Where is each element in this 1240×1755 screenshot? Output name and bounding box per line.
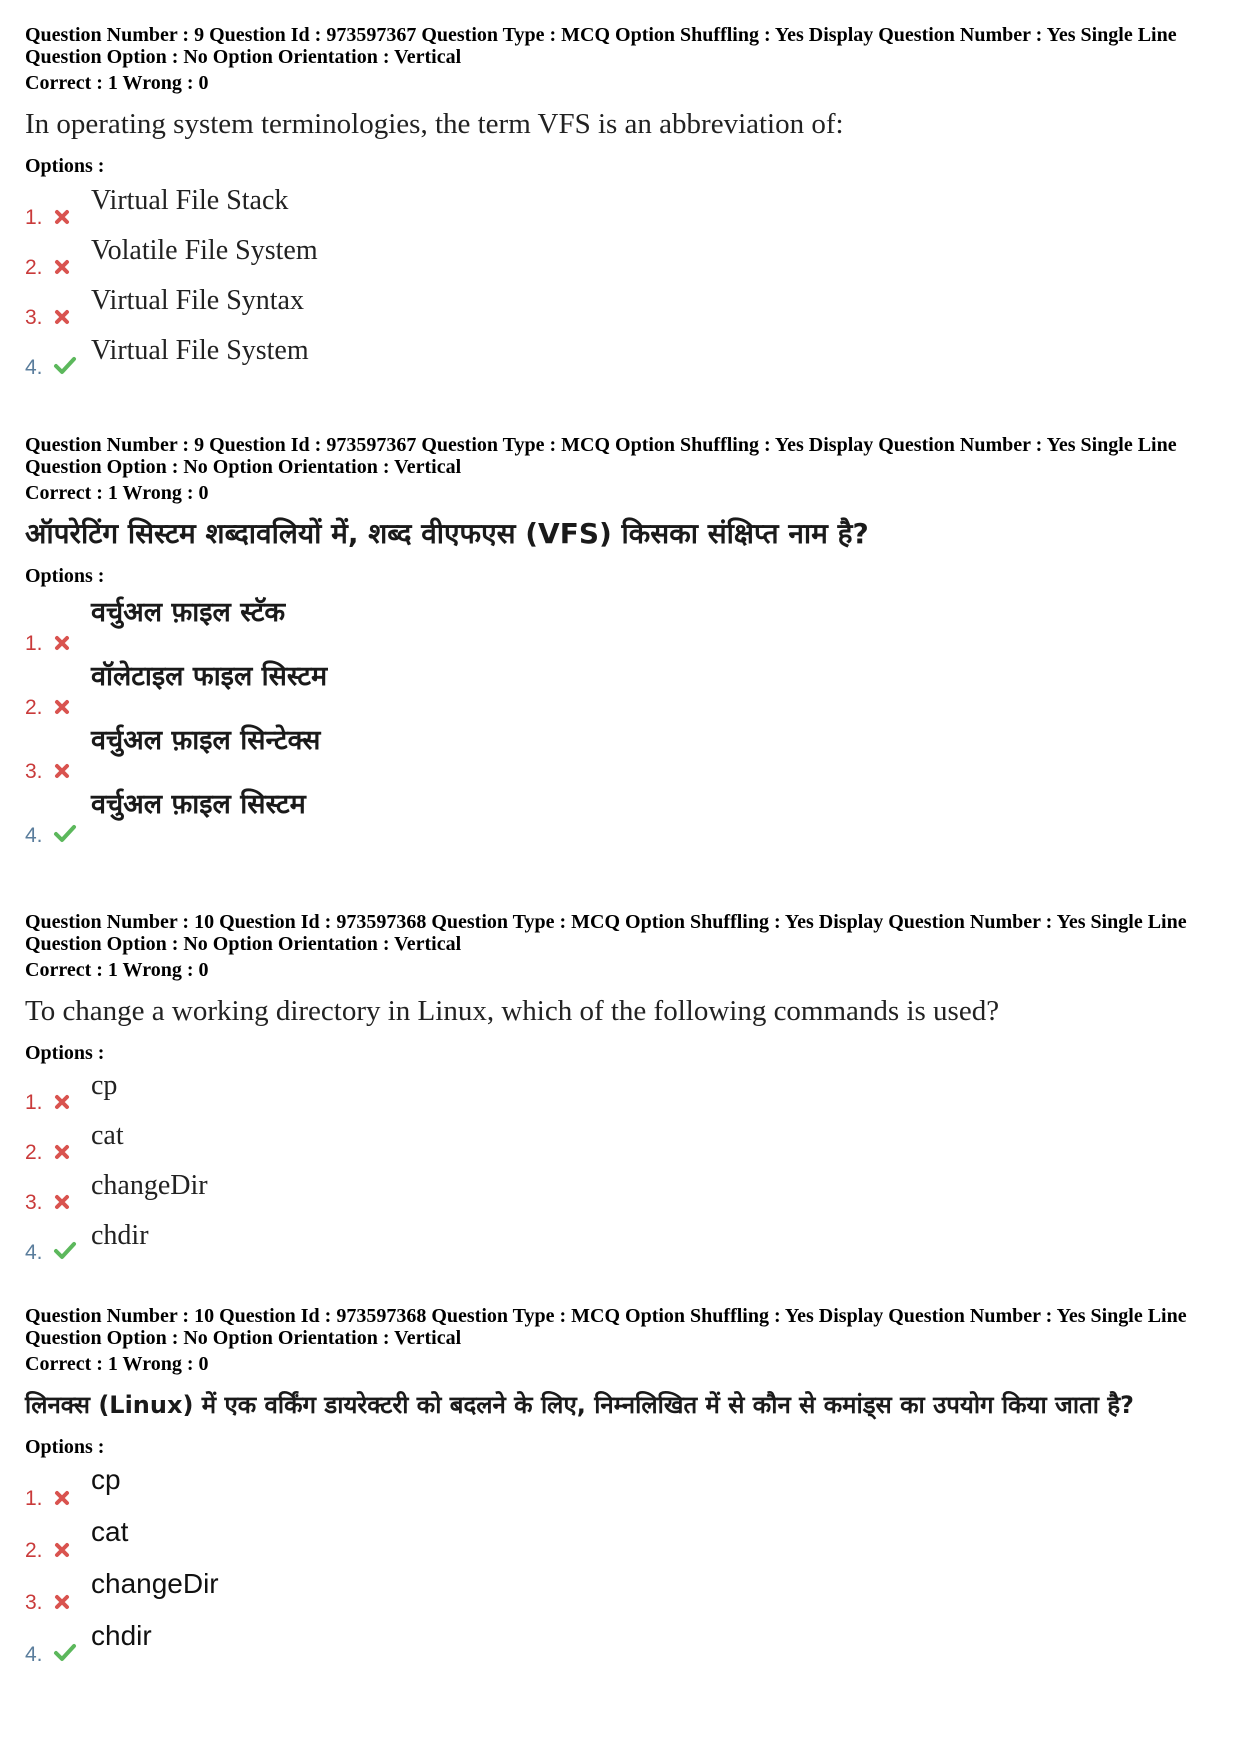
option-number: 4. — [25, 1241, 43, 1264]
option-number: 3. — [25, 306, 43, 329]
option-text: Virtual File Stack — [91, 185, 289, 216]
wrong-icon — [53, 1489, 71, 1507]
option-number: 1. — [25, 206, 43, 229]
option-item — [25, 1463, 1225, 1515]
wrong-icon — [53, 698, 71, 716]
wrong-icon — [53, 1541, 71, 1559]
option-item — [25, 1619, 1225, 1671]
option-number: 2. — [25, 1539, 43, 1562]
option-text: cp — [91, 1464, 121, 1495]
option-text: chdir — [91, 1620, 152, 1651]
wrong-icon — [53, 308, 71, 326]
wrong-icon — [53, 208, 71, 226]
check-icon — [53, 1241, 77, 1261]
options-label: Options : — [25, 565, 105, 587]
wrong-icon — [53, 1143, 71, 1161]
option-text: cat — [91, 1516, 129, 1547]
option-text: Virtual File System — [91, 335, 309, 366]
option-number: 1. — [25, 632, 43, 655]
option-item — [25, 660, 1225, 724]
option-number: 3. — [25, 1591, 43, 1614]
option-number: 3. — [25, 1191, 43, 1214]
options-label: Options : — [25, 1436, 105, 1458]
question-score: Correct : 1 Wrong : 0 — [25, 72, 209, 94]
option-number: 1. — [25, 1487, 43, 1510]
option-item — [25, 1119, 1225, 1169]
options-label: Options : — [25, 155, 105, 177]
option-item — [25, 1515, 1225, 1567]
option-item — [25, 788, 1225, 852]
option-text: वॉलेटाइल फाइल सिस्टम — [91, 661, 328, 692]
question-text: ऑपरेटिंग सिस्टम शब्दावलियों में, शब्द वीएफएस (VFS) किसका संक्षिप्त नाम है? — [25, 517, 869, 550]
option-number: 3. — [25, 760, 43, 783]
check-icon — [53, 824, 77, 844]
option-text: वर्चुअल फ़ाइल सिन्टेक्स — [91, 725, 321, 756]
question-block — [25, 1305, 1225, 1671]
check-icon — [53, 1643, 77, 1663]
option-item — [25, 1169, 1225, 1219]
option-text: changeDir — [91, 1170, 208, 1201]
option-item — [25, 596, 1225, 660]
option-text: वर्चुअल फ़ाइल सिस्टम — [91, 789, 306, 820]
question-text: In operating system terminologies, the term VFS is an abbreviation of: — [25, 108, 844, 140]
question-meta: Question Number : 10 Question Id : 973597368 Question Type : MCQ Option Shuffling : Yes Display Question Number : Yes Single Line Question Option : No Option Orientation : Vertical — [25, 911, 1187, 955]
question-block — [25, 24, 1225, 384]
question-text: लिनक्स (Linux) में एक वर्किंग डायरेक्टरी को बदलने के लिए, निम्नलिखित में से कौन से कमांड्स का उपयोग किया जाता है? — [25, 1391, 1134, 1419]
question-meta: Question Number : 9 Question Id : 973597367 Question Type : MCQ Option Shuffling : Yes Display Question Number : Yes Single Line Question Option : No Option Orientation : Vertical — [25, 24, 1177, 68]
question-text: To change a working directory in Linux, which of the following commands is used? — [25, 995, 1000, 1027]
option-item — [25, 724, 1225, 788]
option-text: cat — [91, 1120, 124, 1151]
question-meta: Question Number : 9 Question Id : 973597367 Question Type : MCQ Option Shuffling : Yes Display Question Number : Yes Single Line Question Option : No Option Orientation : Vertical — [25, 434, 1177, 478]
option-number: 2. — [25, 696, 43, 719]
option-item — [25, 184, 1225, 234]
option-text: changeDir — [91, 1568, 219, 1599]
option-item — [25, 1219, 1225, 1269]
question-meta: Question Number : 10 Question Id : 973597368 Question Type : MCQ Option Shuffling : Yes Display Question Number : Yes Single Line Question Option : No Option Orientation : Vertical — [25, 1305, 1187, 1349]
question-score: Correct : 1 Wrong : 0 — [25, 1353, 209, 1375]
wrong-icon — [53, 1093, 71, 1111]
wrong-icon — [53, 1193, 71, 1211]
wrong-icon — [53, 1593, 71, 1611]
question-block — [25, 434, 1225, 852]
options-label: Options : — [25, 1042, 105, 1064]
option-text: cp — [91, 1070, 118, 1101]
question-score: Correct : 1 Wrong : 0 — [25, 482, 209, 504]
option-number: 1. — [25, 1091, 43, 1114]
wrong-icon — [53, 634, 71, 652]
option-text: वर्चुअल फ़ाइल स्टॅक — [91, 597, 286, 628]
option-item — [25, 1069, 1225, 1119]
question-score: Correct : 1 Wrong : 0 — [25, 959, 209, 981]
option-number: 2. — [25, 256, 43, 279]
option-text: Volatile File System — [91, 235, 318, 266]
option-item — [25, 334, 1225, 384]
option-item — [25, 1567, 1225, 1619]
option-item — [25, 234, 1225, 284]
option-number: 4. — [25, 356, 43, 379]
option-number: 4. — [25, 1643, 43, 1666]
option-text: Virtual File Syntax — [91, 285, 304, 316]
option-item — [25, 284, 1225, 334]
question-block — [25, 911, 1225, 1269]
option-number: 4. — [25, 824, 43, 847]
check-icon — [53, 356, 77, 376]
wrong-icon — [53, 762, 71, 780]
option-text: chdir — [91, 1220, 149, 1251]
wrong-icon — [53, 258, 71, 276]
option-number: 2. — [25, 1141, 43, 1164]
